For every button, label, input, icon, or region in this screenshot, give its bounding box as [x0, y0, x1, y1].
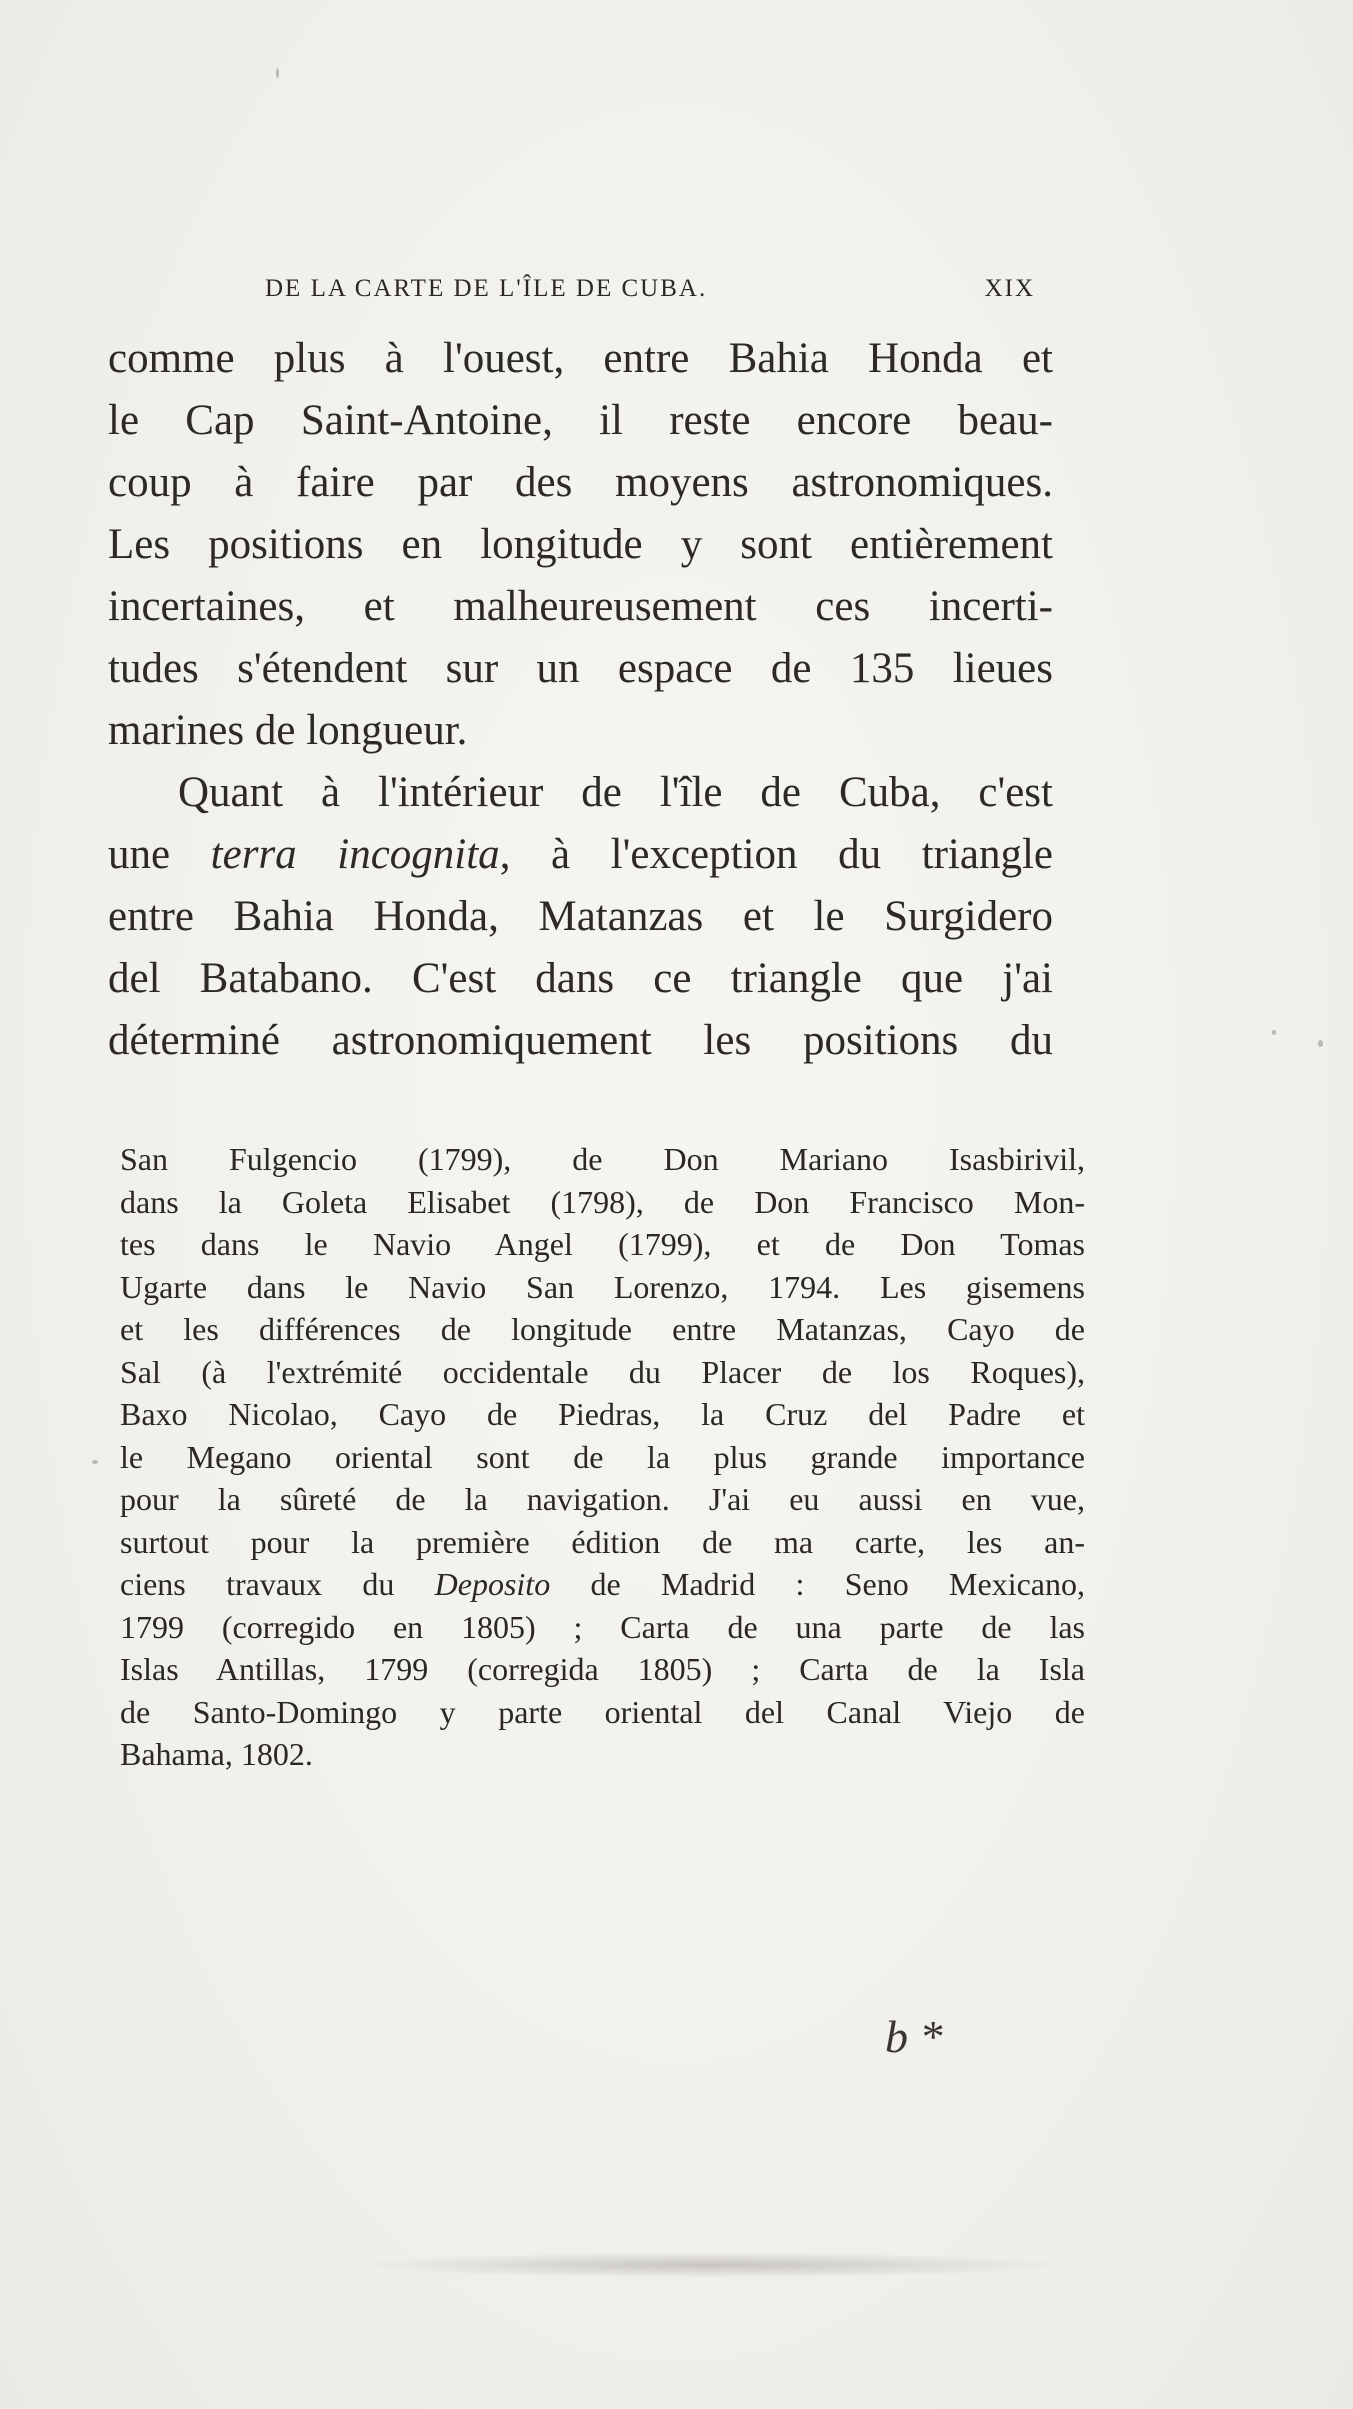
italic-phrase: terra incognita	[210, 831, 500, 878]
body-line: entre Bahia Honda, Matanzas et le Surgidero	[108, 893, 1053, 940]
footnote-line: ciens travaux du Deposito de Madrid : Seno Mexicano,	[120, 1566, 1085, 1602]
footnote-line: Islas Antillas, 1799 (corregida 1805) ; Carta de la Isla	[120, 1651, 1085, 1687]
body-line: coup à faire par des moyens astronomiques.	[108, 459, 1053, 506]
italic-phrase: Deposito	[434, 1566, 551, 1602]
footnote-line: tes dans le Navio Angel (1799), et de Don Tomas	[120, 1226, 1085, 1262]
footnote	[120, 1138, 1085, 1776]
page-smudge	[350, 2252, 1070, 2278]
body-line: déterminé astronomiquement les positions du	[108, 1017, 1053, 1064]
footnote-line: San Fulgencio (1799), de Don Mariano Isasbirivil,	[120, 1141, 1085, 1177]
footnote-line: de Santo-Domingo y parte oriental del Canal Viejo de	[120, 1693, 1085, 1730]
footnote-line: pour la sûreté de la navigation. J'ai eu aussi en vue,	[120, 1481, 1085, 1517]
ink-speck	[1272, 1030, 1276, 1035]
footnote-line: 1799 (corregido en 1805) ; Carta de una parte de las	[120, 1608, 1085, 1645]
footnote-line: et les différences de longitude entre Matanzas, Cayo de	[120, 1311, 1085, 1347]
ink-speck	[92, 1460, 98, 1464]
body-line: le Cap Saint-Antoine, il reste encore beau-	[108, 397, 1053, 444]
body-line: comme plus à l'ouest, entre Bahia Honda et	[108, 335, 1053, 382]
body-line: del Batabano. C'est dans ce triangle que j'ai	[108, 955, 1053, 1002]
body-line: tudes s'étendent sur un espace de 135 lieues	[108, 645, 1053, 692]
footnote-line: le Megano oriental sont de la plus grande importance	[120, 1438, 1085, 1475]
body-line: Quant à l'intérieur de l'île de Cuba, c'est	[178, 769, 1053, 816]
footnote-line: Bahama, 1802.	[120, 1736, 313, 1772]
body-line: Les positions en longitude y sont entièrement	[108, 521, 1053, 568]
ink-speck	[276, 68, 279, 78]
footnote-line: Sal (à l'extrémité occidentale du Placer de los Roques),	[120, 1353, 1085, 1390]
running-head	[265, 275, 1035, 315]
footnote-line: surtout pour la première édition de ma carte, les an-	[120, 1523, 1085, 1560]
body-text	[108, 328, 1053, 1072]
footnote-line: Ugarte dans le Navio San Lorenzo, 1794. Les gisemens	[120, 1268, 1085, 1305]
page-number: XIX	[984, 275, 1035, 302]
ink-speck	[1318, 1040, 1323, 1047]
body-line: incertaines, et malheureusement ces incerti-	[108, 583, 1053, 630]
footnote-line: dans la Goleta Elisabet (1798), de Don Francisco Mon-	[120, 1183, 1085, 1220]
signature-mark: b *	[885, 2011, 943, 2062]
body-line: une terra incognita, à l'exception du triangle	[108, 831, 1053, 878]
footnote-line: Baxo Nicolao, Cayo de Piedras, la Cruz del Padre et	[120, 1396, 1085, 1432]
running-head-title: DE LA CARTE DE L'ÎLE DE CUBA.	[265, 275, 708, 302]
body-line: marines de longueur.	[108, 707, 468, 754]
